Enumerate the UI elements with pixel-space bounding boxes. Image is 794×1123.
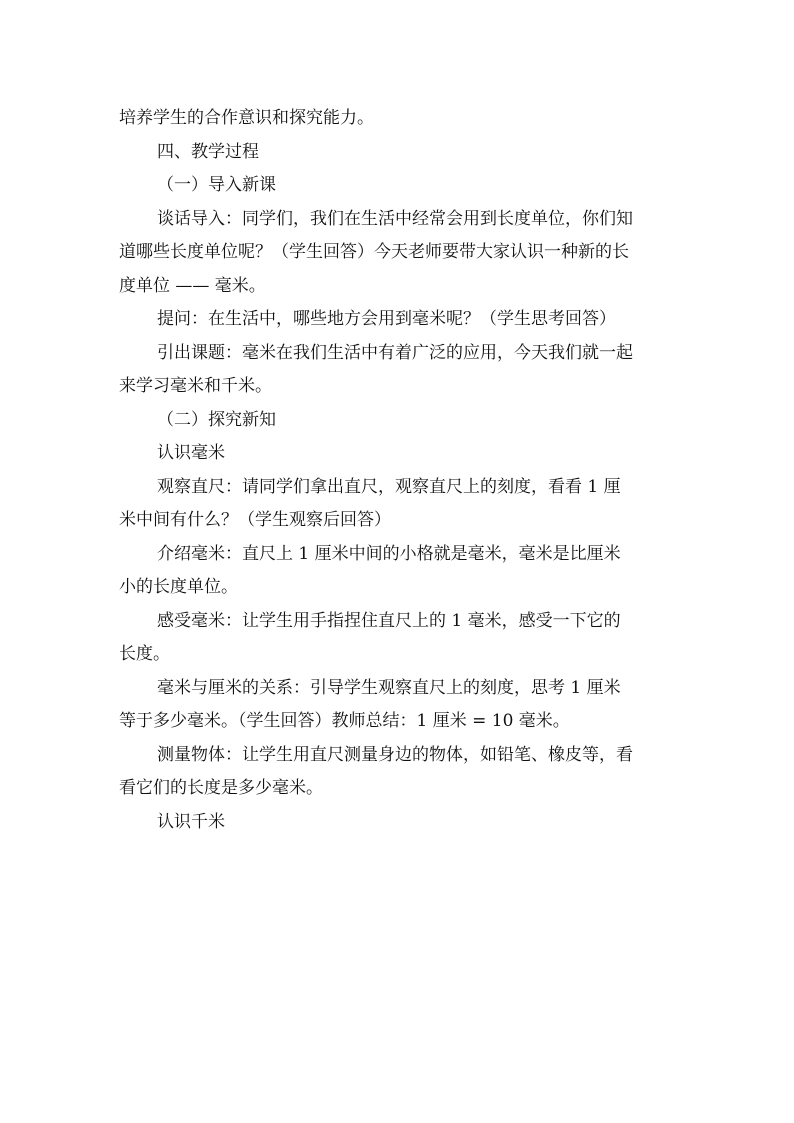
text-line: （一）导入新课 xyxy=(157,175,276,195)
subheading-know-kilometer xyxy=(119,806,679,840)
text-line: 认识千米 xyxy=(157,811,225,832)
paragraph-observe-ruler xyxy=(119,471,679,538)
text-line: 道哪些长度单位呢？（学生回答）今天老师要带大家认识一种新的长 xyxy=(119,242,629,262)
paragraph-conversation-intro xyxy=(119,203,679,304)
text-line: 引出课题：毫米在我们生活中有着广泛的应用，今天我们就一起 xyxy=(157,342,633,363)
subheading-introduce-lesson xyxy=(119,169,679,203)
text-line: 毫米与厘米的关系：引导学生观察直尺上的刻度，思考 1 厘米 xyxy=(157,677,621,698)
text-line: 看它们的长度是多少毫米。 xyxy=(119,778,323,798)
text-line: 米中间有什么？（学生观察后回答） xyxy=(119,510,391,530)
text-line: 来学习毫米和千米。 xyxy=(119,376,272,396)
text-line: 长度。 xyxy=(119,644,170,664)
text-line: 度单位 —— 毫米。 xyxy=(119,275,266,296)
text-line: 小的长度单位。 xyxy=(119,577,238,597)
subheading-know-millimeter xyxy=(119,437,679,471)
text-line: 培养学生的合作意识和探究能力。 xyxy=(119,108,374,128)
paragraph-feel-millimeter xyxy=(119,605,679,672)
paragraph-mm-cm-relation xyxy=(119,672,679,739)
text-line: 四、教学过程 xyxy=(157,141,259,162)
subheading-explore-new-knowledge xyxy=(119,404,679,438)
paragraph-measure-objects xyxy=(119,739,679,806)
text-line: 等于多少毫米。（学生回答）教师总结：1 厘米 = 10 毫米。 xyxy=(119,711,570,731)
text-line: 介绍毫米：直尺上 1 厘米中间的小格就是毫米，毫米是比厘米 xyxy=(157,543,621,564)
paragraph-introduce-millimeter xyxy=(119,538,679,605)
text-line: 提问：在生活中，哪些地方会用到毫米呢？（学生思考回答） xyxy=(157,309,616,329)
paragraph-question xyxy=(119,303,679,337)
paragraph-topic-intro xyxy=(119,337,679,404)
text-line: （二）探究新知 xyxy=(157,409,276,430)
text-line: 观察直尺：请同学们拿出直尺，观察直尺上的刻度，看看 1 厘 xyxy=(157,476,621,497)
text-line: 认识毫米 xyxy=(157,443,225,463)
document-body xyxy=(119,102,679,839)
text-line: 感受毫米：让学生用手指捏住直尺上的 1 毫米，感受一下它的 xyxy=(157,610,621,631)
paragraph-goal-continuation xyxy=(119,102,679,136)
text-line: 测量物体：让学生用直尺测量身边的物体，如铅笔、橡皮等，看 xyxy=(157,744,633,765)
text-line: 谈话导入：同学们，我们在生活中经常会用到长度单位，你们知 xyxy=(157,208,633,229)
heading-teaching-process xyxy=(119,136,679,170)
